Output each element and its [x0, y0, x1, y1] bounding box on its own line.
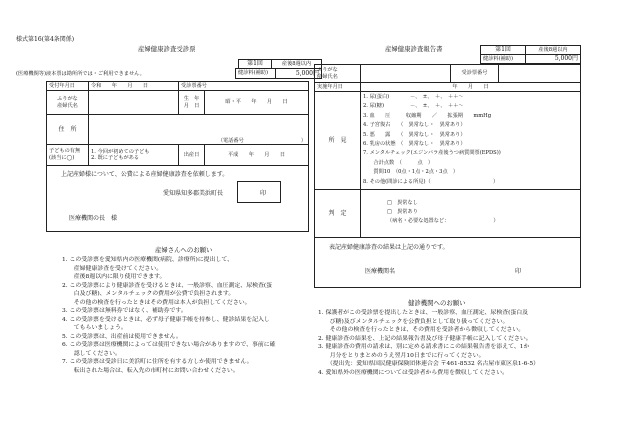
right-ticket-kind: 産後8週以内 [526, 46, 581, 55]
issuer: 愛知県知多郡美浜町長 [163, 190, 224, 197]
right-title: 産婦健康診査報告書 [385, 45, 443, 53]
left-fee-value: 5,000円 [276, 69, 322, 79]
right-note: 月分をとりまとめのうえ翌月10日までに行ってください。 [318, 352, 485, 359]
result-cell [315, 238, 581, 288]
delivery-value: 平成 年 月 日 [205, 145, 309, 166]
finding-item: 3. 血 圧 収縮期 ／ 拡張期 mmHg [363, 112, 492, 119]
right-ticket-header [480, 45, 581, 64]
right-furigana: ふりがな [317, 67, 338, 73]
exam-date-label: 実施年月日 [315, 83, 361, 92]
finding-item: 5. 悪 露 （ 異常なし・ 異常あり） [363, 131, 466, 138]
left-notice: (医療機関等)液本票は勘所所では・ご利用できません。 [16, 71, 145, 77]
request-cell [47, 166, 309, 232]
addressee: 医療機関の長 様 [69, 215, 118, 222]
left-fee-table [235, 68, 322, 79]
findings-label: 所 見 [315, 92, 361, 190]
left-ticket-kind: 産後8週以内 [272, 60, 322, 69]
furigana-label: ふりがな [57, 96, 78, 102]
left-note: 6. この受診票は医療機関によっては使用できない場合がありますので、事前に確 [62, 342, 276, 348]
exam-date-value: 年 月 日 [361, 83, 581, 92]
left-note: 産婦健康診査を受けてください。 [62, 265, 163, 272]
child-options[interactable] [89, 145, 179, 166]
right-ticket-num-label: 受診票番号 [451, 65, 499, 83]
receipt-date-label: 受付年月日 [47, 82, 89, 91]
name-label: 産婦氏名 [57, 102, 78, 109]
judge-options [361, 190, 581, 238]
right-ticket-no: 第1回 [481, 46, 526, 55]
clinic-label: 医療機関名 [365, 268, 396, 275]
right-name-label: 産婦氏名 [317, 73, 338, 80]
form-number: 様式第16(第4条関係) [16, 36, 75, 43]
left-title: 産婦健康診査受診票 [138, 45, 196, 53]
left-note: その他の検査を行ったときはその費用は本人が負担してください。 [62, 299, 251, 306]
birth-value: 昭・平 年 月 日 [205, 91, 309, 115]
ticket-num-label: 受診票番号 [179, 82, 309, 91]
phone-field[interactable]: （電話番号 ） [89, 115, 309, 145]
right-fee-label: 健診料(補助) [481, 55, 526, 64]
right-notes-title: 健診機関へのお願い [408, 299, 466, 307]
finding-item: 6. 乳房の状態 （ 異常なし・ 異常あり） [363, 140, 466, 147]
left-note: てもらいましょう。 [62, 325, 127, 331]
child-label: 子どもの有無 (該当に◯) [47, 145, 89, 166]
receipt-date-value: 令和 年 月 日 [89, 82, 179, 91]
left-note: 産後8週以内に限り使用できます。 [62, 274, 166, 280]
finding-item: 2. 尿(糖) －、 ±、 ＋、 ＋＋〜 [363, 103, 464, 110]
delivery-label: 出産日 [179, 145, 205, 166]
right-form-table [314, 64, 581, 288]
finding-item: 4. 子宮復古 （ 異常なし・ 異常あり） [363, 122, 466, 129]
left-note: 白及び糖)、メンタルチェックの費用が公費で負担されます。 [62, 291, 235, 297]
seal-box [237, 181, 281, 203]
name-field[interactable] [89, 91, 179, 115]
judge-normal-checkbox[interactable]: □ 異常なし [387, 200, 418, 206]
left-note: 3. この受診票は無料券ではなく、補助券です。 [62, 308, 187, 314]
findings-list [361, 92, 581, 190]
birth-label: 生 年 月 日 [179, 91, 205, 115]
right-note: 2. 健康診査の結果を、上記の結果報告書及び母子健康手帳に記入してください。 [318, 335, 532, 342]
finding-item: 1. 尿(蛋白) －、 ±、 ＋、 ＋＋〜 [363, 94, 464, 100]
right-fee-value: 5,000円 [526, 55, 581, 64]
right-note: 3. 健康診査の費用の請求は、別に定める請求書にこの結果報告書を添えて、1か [318, 344, 530, 350]
finding-item: 合計点数 （ 点 ） [363, 159, 434, 166]
judge-abnormal-checkbox[interactable]: □ 異常あり [387, 209, 418, 215]
name-label-cell [47, 91, 89, 115]
judge-label: 判 定 [315, 190, 361, 238]
left-note: 4. この受診票を受けるときは、必ず母子健康手帳を持参し、健診結果を記入し [62, 316, 270, 323]
request-statement: 上記産婦様について、公費による産婦健康診査を依頼します。 [61, 171, 229, 178]
left-fee-label: 健診料(補助) [236, 69, 276, 79]
left-form-table [46, 81, 309, 232]
result-statement: 表記産婦健康診査の結果は上記の通りです。 [329, 244, 449, 251]
finding-item: 7. メンタルチェック(エジンバラ産後うつ病質問票(EPDS)) [363, 150, 501, 157]
left-ticket-no: 第1回 [239, 60, 272, 69]
left-note: 転出された場合は、転入先の市町村にお問い合わせください。 [62, 367, 239, 374]
left-note: 認してください。 [62, 350, 121, 357]
seal-label: 印 [260, 190, 267, 197]
right-note: その他の検査を行ったときは、その費用を受診者から徴収してください。 [318, 327, 525, 333]
right-seal: 印 [515, 268, 522, 275]
left-note: 2. この受診票により健康診査を受けるときは、一般診察、血圧測定、尿検査(蛋 [62, 282, 273, 289]
child-opt-1[interactable]: 1. 今回が初めての子ども [91, 148, 150, 155]
right-note: 1. 保護者がこの受診票を提出したときは、一般診察、血圧測定、尿検査(蛋白及 [318, 310, 529, 316]
right-name-field[interactable] [361, 65, 451, 83]
child-opt-2[interactable]: 2. 既に子どもがある [91, 155, 140, 161]
left-notes-title: 産婦さんへのお願い [155, 246, 213, 254]
address-label: 住 所 [47, 115, 89, 145]
right-note: び糖)及びメンタルチェックを公費負担として取り扱ってください。 [318, 318, 509, 325]
left-note: 1. この受診票を愛知県内の医療機関(病院、診療所)に提出して、 [62, 257, 234, 263]
judge-note: （病名・必要な処置など： ） [387, 218, 499, 224]
left-note: 5. この受診票は、出産前は使用できません。 [62, 333, 182, 340]
right-note: （提出先：愛知県国民健康保険団体連合会 〒461-8532 名古屋市東区泉1-6-5） [318, 361, 539, 367]
finding-item: 質問10 （0点・1点・2点・3点 ） [363, 169, 459, 176]
right-note: 4. 愛知県外の医療機関については受診者から費用を徴収してください。 [318, 369, 508, 376]
right-name-label-cell [315, 65, 361, 83]
right-ticket-num-field[interactable] [499, 65, 581, 83]
left-note: 7. この受診票は受診日に美浜町に住所を有する方しか使用できません。 [62, 359, 253, 365]
finding-item: 8. その他(問診による所見)（ ） [363, 178, 499, 185]
